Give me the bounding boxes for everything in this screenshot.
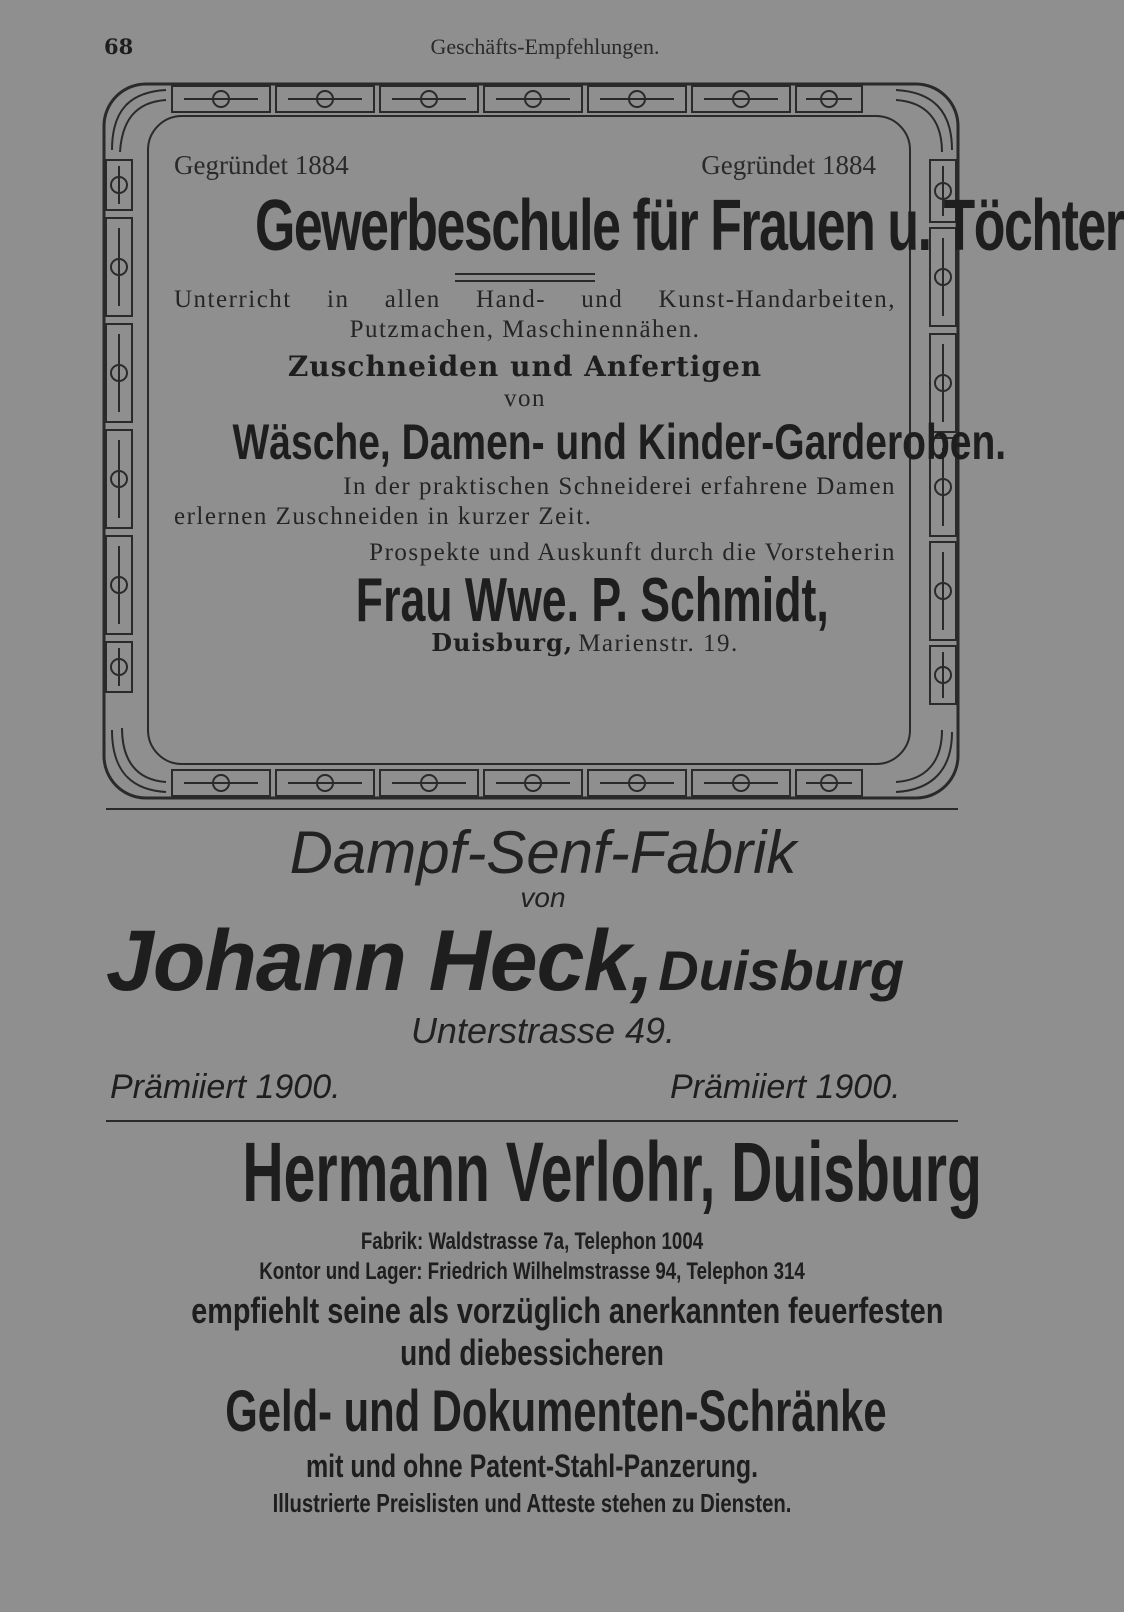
senf-owner-line bbox=[106, 912, 958, 1011]
course-line-6: In der praktischen Schneiderei erfahrene Damen bbox=[343, 473, 896, 500]
verlohr-line-6: mit und ohne Patent-Stahl-Panzerung. bbox=[305, 1448, 759, 1484]
course-line-7: erlernen Zuschneiden in kurzer Zeit. bbox=[174, 503, 593, 530]
course-line-5: Wäsche, Damen- und Kinder-Garderoben. bbox=[232, 414, 1007, 470]
page-number: 68 bbox=[104, 34, 134, 59]
course-line-1: Unterricht in allen Hand- und Kunst-Handarbeiten, bbox=[174, 286, 896, 313]
director-street: Marienstr. 19. bbox=[578, 630, 739, 657]
verlohr-line-4: und diebessicheren bbox=[400, 1332, 664, 1373]
ad-gewerbeschule bbox=[150, 150, 1124, 658]
verlohr-line-2: Kontor und Lager: Friedrich Wilhelmstrasse 94, Telephon 314 bbox=[259, 1258, 805, 1285]
director-city: Duisburg, bbox=[431, 628, 574, 657]
course-line-2: Putzmachen, Maschinennähen. bbox=[349, 316, 701, 343]
running-title: Geschäfts-Empfehlungen. bbox=[430, 34, 660, 59]
verlohr-title: Hermann Verlohr, Duisburg bbox=[242, 1125, 982, 1219]
founded-left: Gegründet 1884 bbox=[174, 150, 349, 180]
course-line-8: Prospekte und Auskunft durch die Vorsteherin bbox=[369, 539, 896, 566]
verlohr-line-5: Geld- und Dokumenten-Schränke bbox=[225, 1379, 887, 1444]
divider-1 bbox=[106, 808, 958, 810]
founded-right: Gegründet 1884 bbox=[701, 150, 876, 180]
senf-street: Unterstrasse 49. bbox=[410, 1010, 676, 1051]
director-name: Frau Wwe. P. Schmidt, bbox=[355, 566, 829, 635]
course-line-3: Zuschneiden und Anfertigen bbox=[287, 350, 763, 383]
course-line-4: von bbox=[504, 385, 546, 412]
verlohr-line-1: Fabrik: Waldstrasse 7a, Telephon 1004 bbox=[360, 1228, 704, 1255]
school-title: Gewerbeschule für Frauen u. Töchter bbox=[255, 186, 1124, 266]
verlohr-line-3: empfiehlt seine als vorzüglich anerkannten feuerfesten bbox=[191, 1290, 944, 1331]
senf-city: Duisburg bbox=[658, 939, 905, 1002]
senf-title: Dampf-Senf-Fabrik bbox=[289, 819, 797, 886]
senf-owner: Johann Heck, bbox=[106, 913, 654, 1009]
verlohr-line-7: Illustrierte Preislisten und Atteste stehen zu Diensten. bbox=[272, 1488, 792, 1518]
divider-2 bbox=[106, 1120, 958, 1122]
senf-von: von bbox=[520, 882, 566, 913]
senf-award-left: Prämiiert 1900. bbox=[110, 1068, 341, 1106]
title-rule bbox=[455, 273, 595, 282]
senf-award-right: Prämiiert 1900. bbox=[670, 1068, 901, 1106]
